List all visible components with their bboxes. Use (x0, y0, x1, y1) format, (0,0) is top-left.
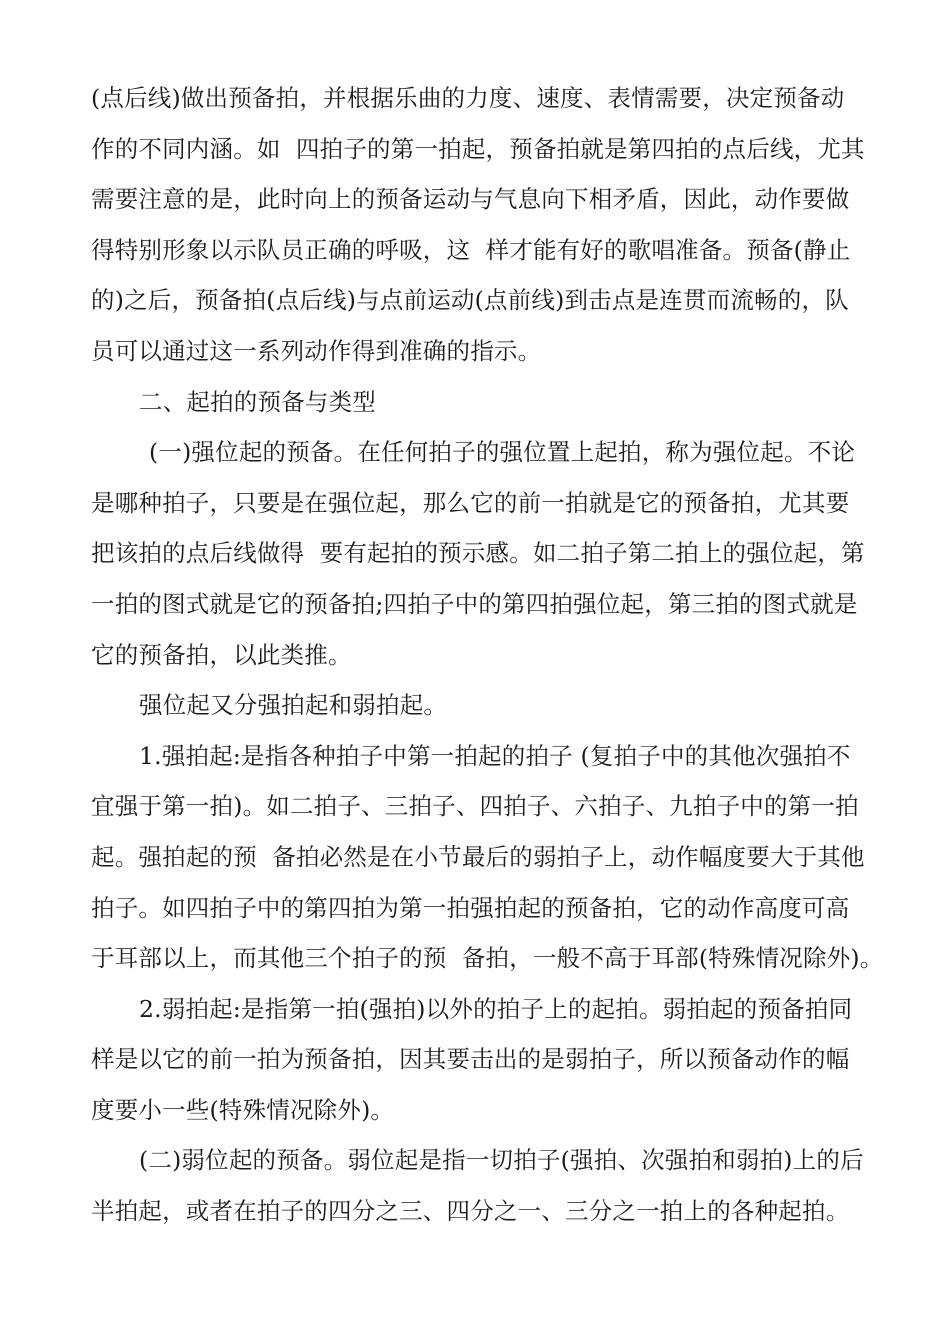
paragraph-line: 2.弱拍起:是指第一拍(强拍)以外的拍子上的起拍。弱拍起的预备拍同 (139, 994, 853, 1023)
paragraph-line: (二)弱位起的预备。弱位起是指一切拍子(强拍、次强拍和弱拍)上的后 (139, 1146, 864, 1175)
paragraph-line: 把该拍的点后线做得 要有起拍的预示感。如二拍子第二拍上的强位起，第 (91, 539, 865, 568)
paragraph-line: 宜强于第一拍)。如二拍子、三拍子、四拍子、六拍子、九拍子中的第一拍 (91, 792, 859, 821)
paragraph-line: 强位起又分强拍起和弱拍起。 (139, 691, 448, 720)
paragraph-line: (一)强位起的预备。在任何拍子的强位置上起拍，称为强位起。不论 (149, 438, 856, 467)
paragraph-line: 半拍起，或者在拍子的四分之三、四分之一、三分之一拍上的各种起拍。 (91, 1197, 850, 1226)
paragraph-line: 员可以通过这一系列动作得到准确的指示。 (91, 336, 542, 365)
paragraph-line: 1.强拍起:是指各种拍子中第一拍起的拍子 (复拍子中的其他次强拍不 (139, 741, 851, 770)
paragraph-line: 一拍的图式就是它的预备拍;四拍子中的第四拍强位起，第三拍的图式就是 (91, 589, 858, 618)
paragraph-line: 样是以它的前一拍为预备拍，因其要击出的是弱拍子，所以预备动作的幅 (91, 1045, 850, 1074)
paragraph-line: 起。强拍起的预 备拍必然是在小节最后的弱拍子上，动作幅度要大于其他 (91, 842, 865, 871)
paragraph-line: 它的预备拍，以此类推。 (91, 640, 352, 669)
paragraph-line: 于耳部以上，而其他三个拍子的预 备拍，一般不高于耳部(特殊情况除外)。 (91, 944, 884, 973)
paragraph-line: 的)之后，预备拍(点后线)与点前运动(点前线)到击点是连贯而流畅的，队 (91, 286, 849, 315)
paragraph-line: 得特别形象以示队员正确的呼吸，这 样才能有好的歌唱准备。预备(静止 (91, 235, 851, 264)
section-heading: 二、起拍的预备与类型 (139, 387, 376, 416)
paragraph-line: (点后线)做出预备拍，并根据乐曲的力度、速度、表情需要，决定预备动 (91, 84, 845, 112)
paragraph-line: 是哪种拍子，只要是在强位起，那么它的前一拍就是它的预备拍，尤其要 (91, 488, 850, 517)
paragraph-line: 拍子。如四拍子中的第四拍为第一拍强拍起的预备拍，它的动作高度可高 (91, 893, 850, 922)
paragraph-line: 需要注意的是，此时向上的预备运动与气息向下相矛盾，因此，动作要做 (91, 185, 850, 214)
document-body (91, 73, 884, 1237)
paragraph-line: 作的不同内涵。如 四拍子的第一拍起，预备拍就是第四拍的点后线，尤其 (91, 134, 865, 163)
paragraph-line: 度要小一些(特殊情况除外)。 (91, 1095, 395, 1124)
